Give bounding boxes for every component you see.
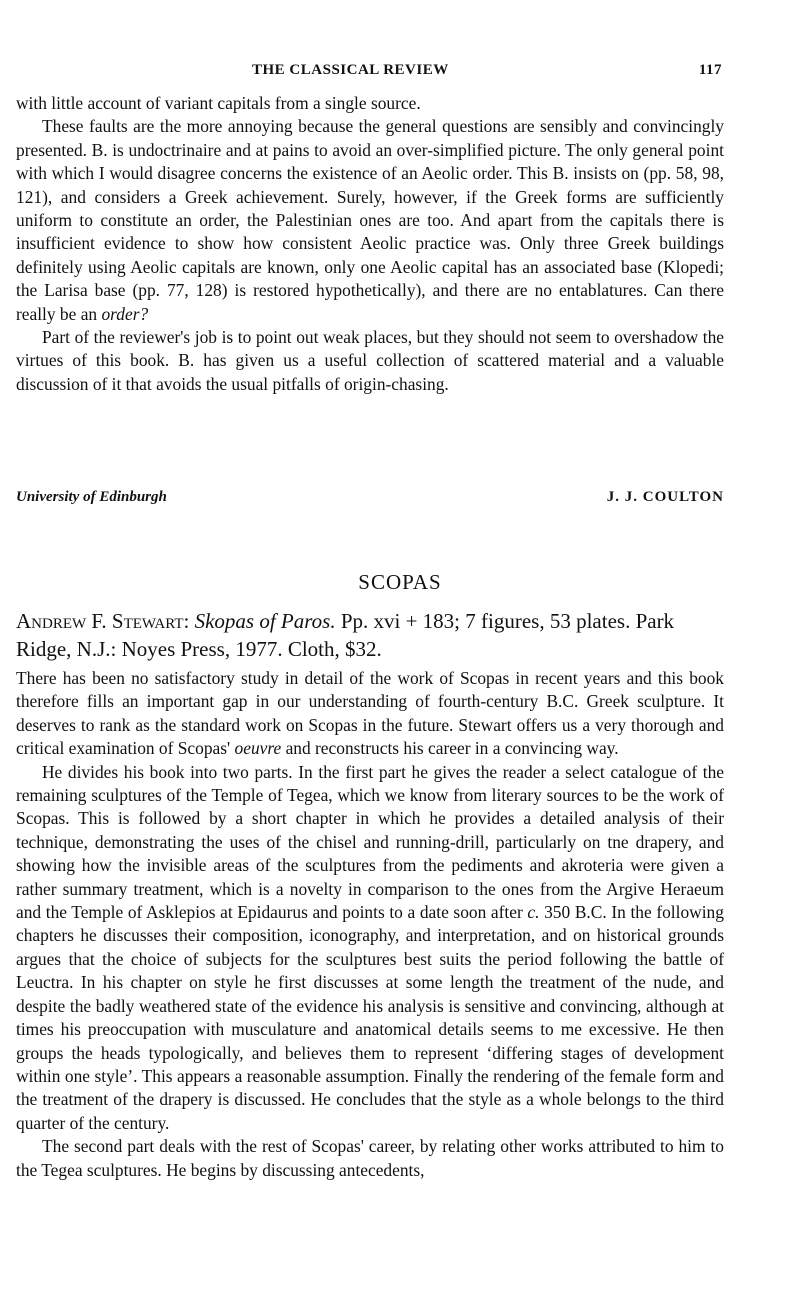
review-body [16,667,724,1182]
book-title: Skopas of Paros. [194,609,336,633]
text-run: and reconstructs his career in a convincing way. [285,738,619,759]
paragraph: Part of the reviewer's job is to point out weak places, but they should not seem to overshadow the virtues of this book. B. has given us a useful collection of scattered material and a valuable discussion of it that avoids the usual pitfalls of origin-chasing. [16,327,724,394]
book-author: Andrew F. Stewart: [16,609,190,633]
review-signature [16,489,724,506]
page-header [252,62,722,79]
affiliation: University of Edinburgh [16,489,167,505]
text-run: Greek sculpture. It deserves to rank as the standard work on Scopas in the future. Stewart offers us a very thorough and critical examination of Scopas' [16,691,724,759]
book-citation [16,607,724,663]
text-run: He divides his book into two parts. In the first part he gives the reader a select catalogue of the remaining sculptures of the Temple of Tegea, which we know from literary sources to be the work of Scopas. This is followed by a short chapter in which he provides a detailed analysis of their technique, demonstrating the uses of the chisel and running-drill, particularly on tne drapery, and showing how the invisible areas of the sculptures from the pediments and akroteria were given a rather summary treatment, which is a novelty in comparison to the ones from the Argive Heraeum and the Temple of Asklepios at Epidaurus and points to a date soon after [16,761,724,923]
book-details: Pp. xvi + 183; 7 figures, 53 plates. Park Ridge, N.J.: Noyes Press, 1977. Cloth, $32. [16,609,675,661]
paragraph-text: These faults are the more annoying because the general questions are sensibly and convincingly presented. B. is undoctrinaire and at pains to avoid an over-simplified picture. The only general point with which I would disagree concerns the existence of an Aeolic order. This B. insists on (pp. 58, 98, 121), and considers a Greek achievement. Surely, however, if the Greek forms are sufficiently uniform to constitute an order, the Palestinian ones are too. And apart from the capitals there is insufficient evidence to show how consistent Aeolic practice was. Only three Greek buildings definitely using Aeolic capitals are known, only one Aeolic capital has an associated base (Klopedi; the Larisa base (pp. 77, 128) is restored hypothetically), and there are no entablatures. Can there really be an [16,116,724,324]
section-title: SCOPAS [358,570,442,594]
page-number: 117 [698,62,722,78]
review-continuation [16,92,724,396]
era-abbrev: B.C. [574,902,607,923]
running-head: THE CLASSICAL REVIEW [252,62,449,78]
text-run: There has been no satisfactory study in detail of the work of Scopas in recent years and this book therefore fills an important gap in our understanding of fourth-century [16,668,724,712]
emphasis: order? [101,303,149,324]
paragraph: with little account of variant capitals from a single source. [16,93,421,113]
text-run: In the following chapters he discusses their composition, iconography, and interpretation, and on historical grounds argues that the choice of subjects for the sculptures best suits the period following the battle of Leuctra. In his chapter on style he first discusses at some length the treatment of the nude, and despite the badly weathered state of the evidence his analysis is sensitive and convincing, although at times his preoccupation with musculature and anatomical details seems to me excessive. He then groups the heads typologically, and believes them to represent ‘differing stages of development within one style’. This appears a reasonable assumption. Finally the rendering of the female form and the treatment of the drapery is discussed. He concludes that the style as a whole belongs to the third quarter of the century. [16,902,724,1133]
paragraph [16,667,724,761]
paragraph [16,115,724,326]
reviewer-name: J. J. COULTON [606,489,724,505]
emphasis: oeuvre [234,738,282,759]
paragraph [16,761,724,1136]
date: 350 [544,902,571,923]
paragraph: The second part deals with the rest of Scopas' career, by relating other works attributed to him to the Tegea sculptures. He begins by discussing antecedents, [16,1136,724,1180]
era-abbrev: B.C. [546,691,579,712]
emphasis: c. [527,902,540,923]
